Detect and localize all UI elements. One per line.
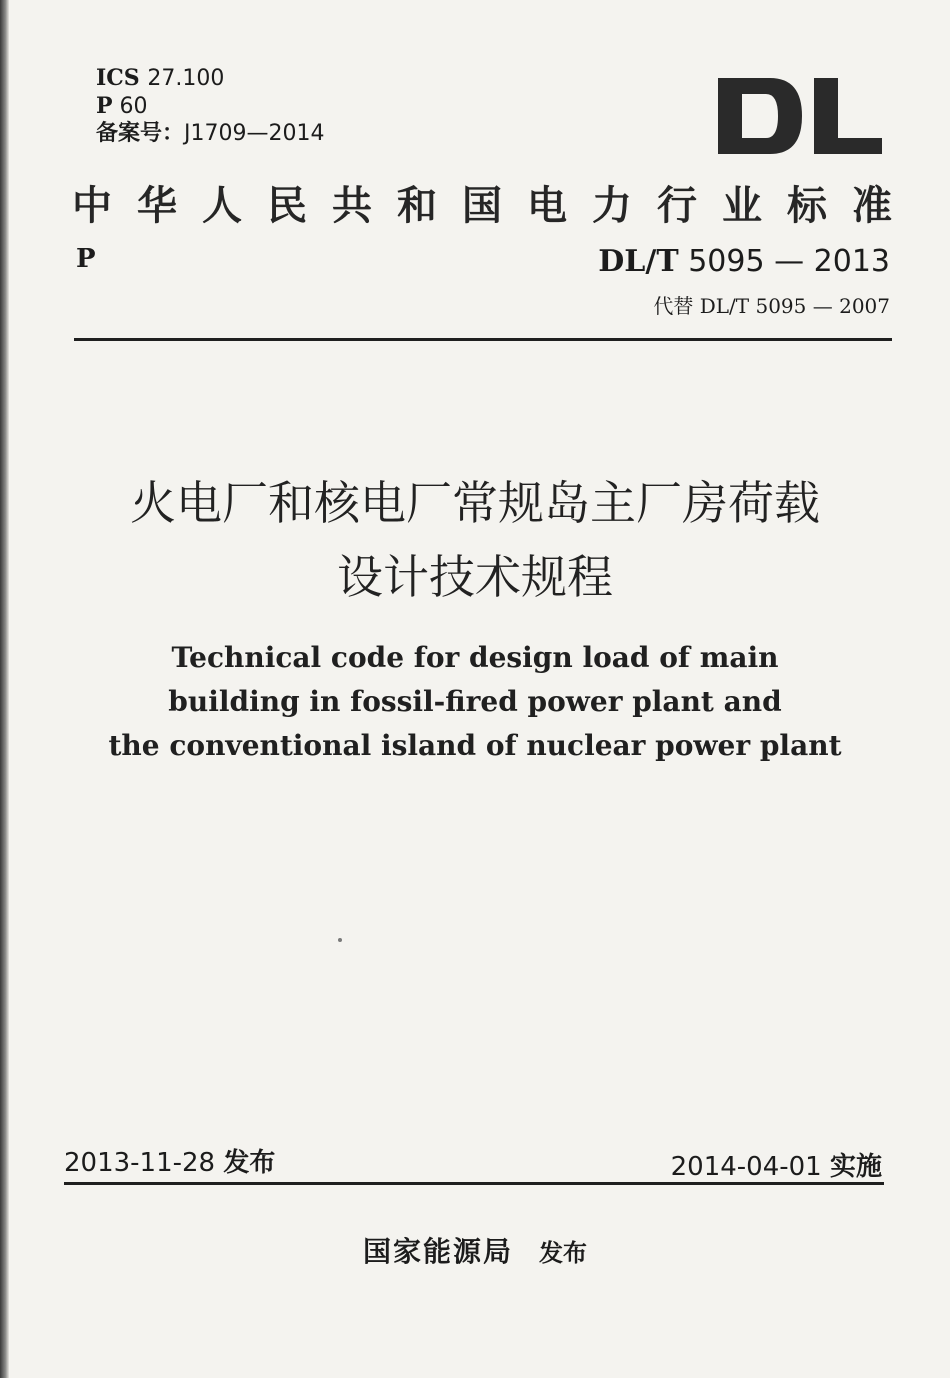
svg-text:DL: DL bbox=[718, 76, 720, 77]
english-title-line-3: the conventional island of nuclear power plant bbox=[108, 729, 842, 762]
dl-logo bbox=[718, 76, 882, 156]
footer-rule bbox=[64, 1182, 884, 1185]
print-speck bbox=[338, 938, 342, 942]
chinese-title-line-2: 设计技术规程 bbox=[337, 550, 613, 604]
effective-date: 2014-04-01 实施 bbox=[670, 1152, 882, 1182]
category-letter: P bbox=[76, 244, 96, 274]
issuer-organization: 国家能源局 bbox=[362, 1235, 513, 1268]
class-code: P 60 bbox=[96, 93, 148, 119]
record-number: 备案号：J1709—2014 bbox=[96, 121, 325, 146]
standard-title: 中 华 人 民 共 和 国 电 力 行 业 标 准 bbox=[72, 181, 892, 229]
chinese-title-line-1: 火电厂和核电厂常规岛主厂房荷载 bbox=[130, 476, 820, 530]
chinese-title bbox=[0, 466, 950, 614]
issuer bbox=[0, 1230, 950, 1270]
replaces-standard: 代替 DL/T 5095 — 2007 bbox=[653, 294, 890, 318]
standard-number: DL/T 5095 — 2013 bbox=[598, 244, 890, 279]
english-title-line-1: Technical code for design load of main bbox=[171, 641, 779, 674]
ics-code: ICS 27.100 bbox=[96, 65, 225, 91]
publish-date: 2013-11-28 发布 bbox=[64, 1148, 276, 1178]
english-title-line-2: building in fossil-fired power plant and bbox=[168, 685, 782, 718]
issuer-action: 发布 bbox=[539, 1239, 587, 1267]
header-rule bbox=[74, 338, 892, 341]
english-title bbox=[0, 636, 950, 768]
